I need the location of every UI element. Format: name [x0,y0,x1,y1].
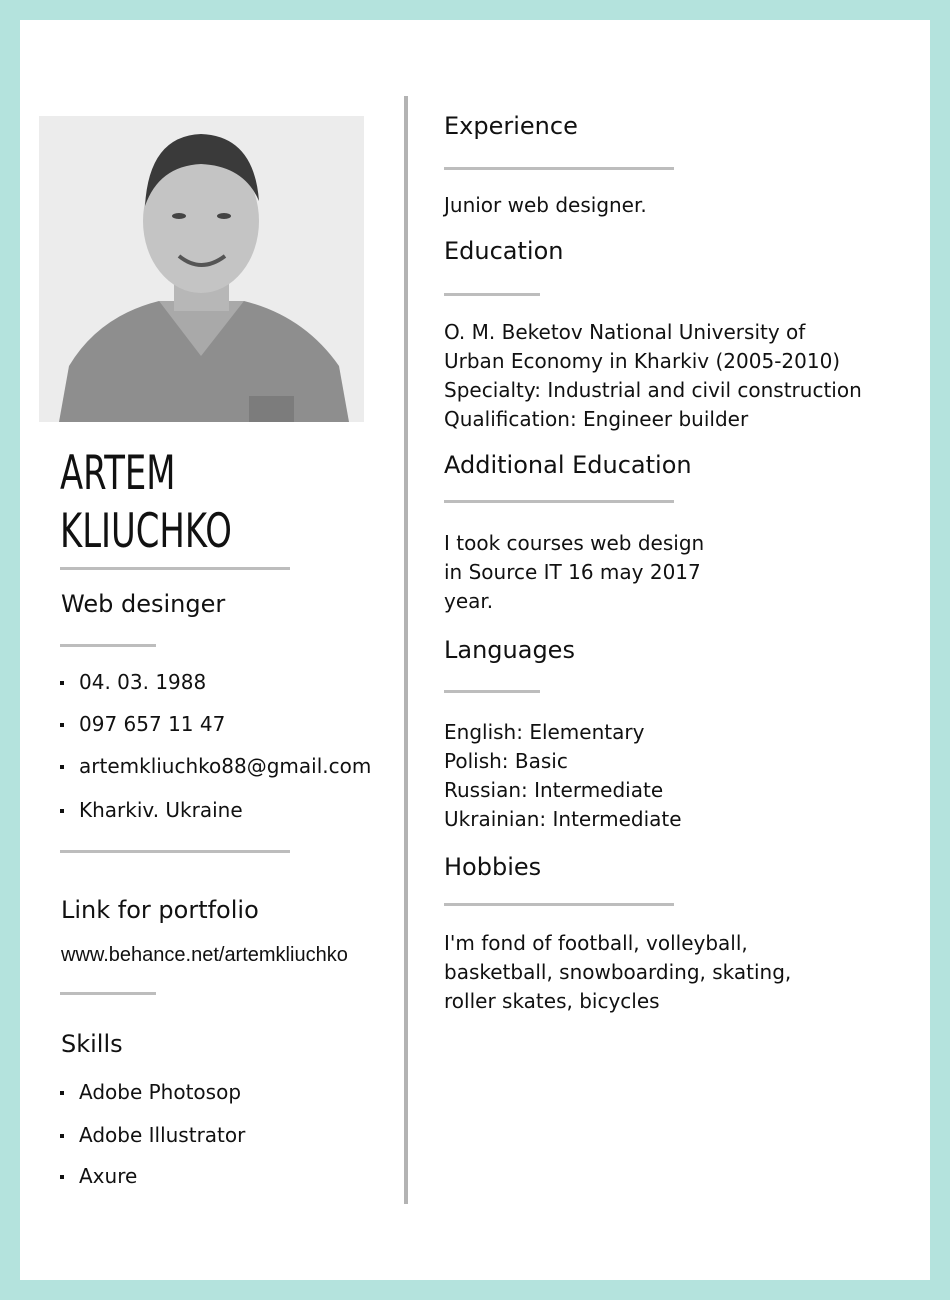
title-rule [60,644,156,647]
skills-heading: Skills [61,1030,123,1058]
portfolio-heading: Link for portfolio [61,896,259,924]
job-title: Web desinger [61,590,226,618]
contacts-rule [60,850,290,853]
experience-text [444,191,647,220]
additional-education-text [444,529,704,616]
language-line: Russian: Intermediate [444,778,664,802]
education-line: Specialty: Industrial and civil construction [444,378,862,402]
contact-email: artemkliuchko88@gmail.com [60,754,371,798]
name-rule [60,567,290,570]
column-divider [404,96,408,1204]
contact-phone: 097 657 11 47 [60,712,371,754]
language-line: Ukrainian: Intermediate [444,807,682,831]
languages-text [444,718,682,834]
name-last: KLIUCHKO [60,504,232,559]
portfolio-link[interactable]: www.behance.net/artemkliuchko [61,944,348,966]
additional-education-line: I took courses web design [444,531,705,555]
additional-education-heading: Additional Education [444,451,692,479]
contact-list [60,670,371,840]
experience-line: Junior web designer. [444,193,647,217]
contact-birthdate: 04. 03. 1988 [60,670,371,712]
full-name [60,445,232,561]
additional-education-rule [444,500,674,503]
language-line: English: Elementary [444,720,645,744]
portfolio-rule [60,992,156,995]
education-heading: Education [444,237,564,265]
language-line: Polish: Basic [444,749,568,773]
contact-location: Kharkiv. Ukraine [60,798,371,840]
hobbies-rule [444,903,674,906]
skill-item: Axure [60,1164,245,1205]
education-rule [444,293,540,296]
name-first: ARTEM [60,446,176,501]
skills-list [60,1080,245,1205]
education-line: O. M. Beketov National University of [444,320,806,344]
additional-education-line: year. [444,589,494,613]
languages-heading: Languages [444,636,575,664]
hobby-line: basketball, snowboarding, skating, [444,960,792,984]
skill-item: Adobe Illustrator [60,1123,245,1164]
person-photo-icon [39,116,364,422]
hobby-line: roller skates, bicycles [444,989,660,1013]
hobby-line: I'm fond of football, volleyball, [444,931,748,955]
languages-rule [444,690,540,693]
experience-heading: Experience [444,112,578,140]
skill-item: Adobe Photosop [60,1080,245,1123]
education-text [444,318,862,434]
education-line: Qualification: Engineer builder [444,407,749,431]
profile-photo [39,116,364,422]
experience-rule [444,167,674,170]
hobbies-heading: Hobbies [444,853,542,881]
resume-sheet [20,20,930,1280]
additional-education-line: in Source IT 16 may 2017 [444,560,701,584]
education-line: Urban Economy in Kharkiv (2005-2010) [444,349,841,373]
hobbies-text [444,929,791,1016]
